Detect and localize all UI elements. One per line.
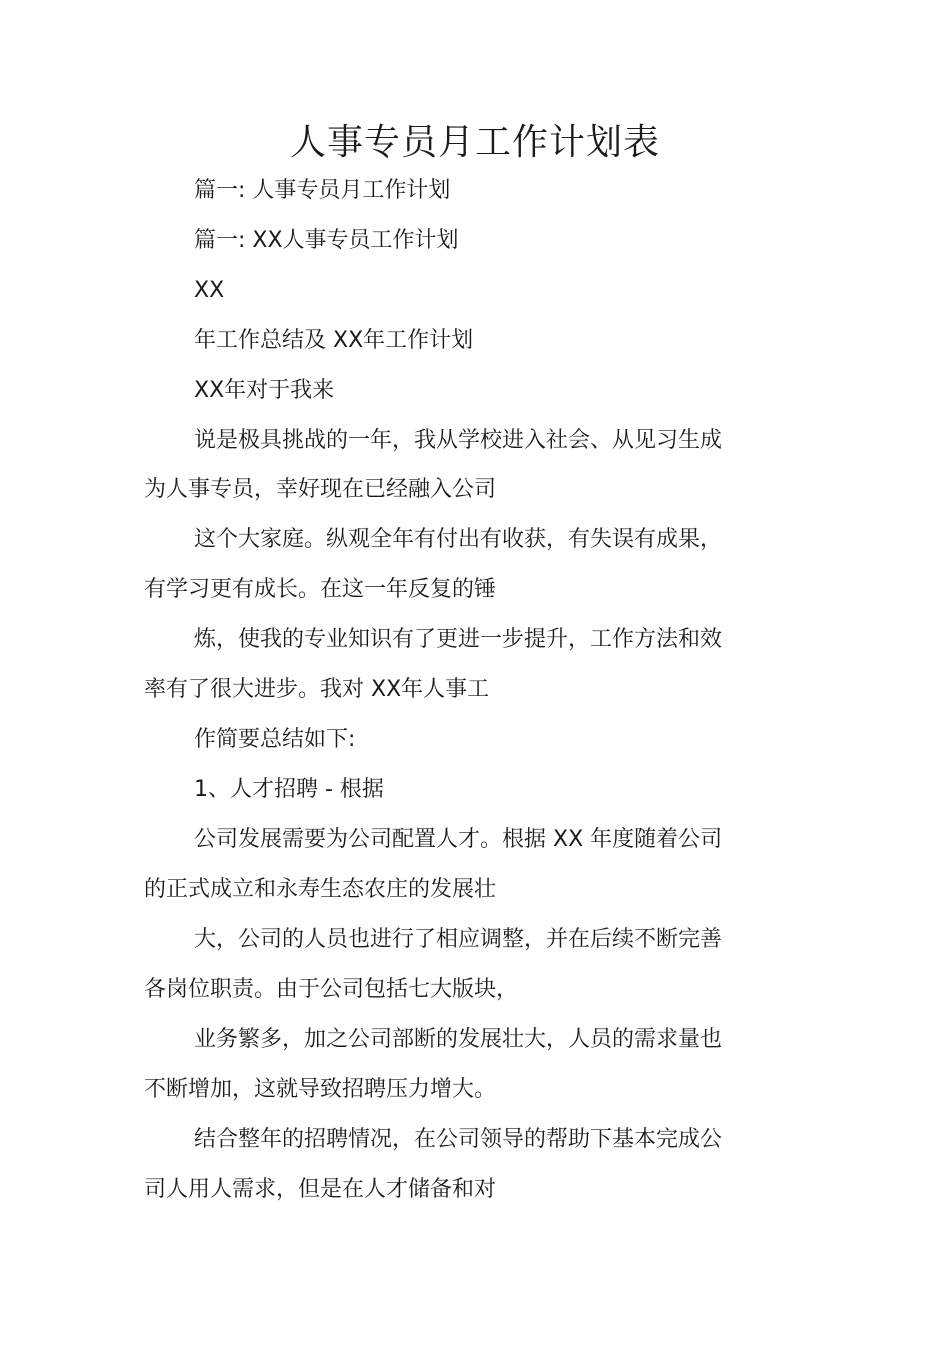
text-line: 有学习更有成长。在这一年反复的锤 <box>144 577 497 602</box>
text-line: 司人用人需求，但是在人才储备和对 <box>144 1177 497 1202</box>
text-line: 业务繁多，加之公司部断的发展壮大，人员的需求量也 <box>194 1027 723 1052</box>
text-line: 这个大家庭。纵观全年有付出有收获，有失误有成果， <box>194 527 723 552</box>
text-line: 篇一: XX人事专员工作计划 <box>194 228 459 253</box>
text-line: 公司发展需要为公司配置人才。根据 XX 年度随着公司 <box>194 827 723 852</box>
text-line: 的正式成立和永寿生态农庄的发展壮 <box>144 877 497 902</box>
text-line: 各岗位职责。由于公司包括七大版块， <box>144 977 519 1002</box>
text-line: 不断增加，这就导致招聘压力增大。 <box>144 1077 497 1102</box>
document-title: 人事专员月工作计划表 <box>289 122 660 163</box>
text-line: 为人事专员，幸好现在已经融入公司 <box>144 477 497 502</box>
text-line: 率有了很大进步。我对 XX年人事工 <box>144 677 490 702</box>
text-line: 作简要总结如下: <box>194 727 356 752</box>
text-line: 结合整年的招聘情况，在公司领导的帮助下基本完成公 <box>194 1127 723 1152</box>
text-line: 说是极具挑战的一年，我从学校进入社会、从见习生成 <box>194 428 723 453</box>
text-line: 1、人才招聘 - 根据 <box>194 777 384 802</box>
text-line: 大，公司的人员也进行了相应调整，并在后续不断完善 <box>194 927 723 952</box>
text-line: 年工作总结及 XX年工作计划 <box>194 328 474 353</box>
text-line: XX <box>194 278 225 303</box>
text-line: XX年对于我来 <box>194 378 335 403</box>
text-line: 炼，使我的专业知识有了更进一步提升，工作方法和效 <box>194 627 723 652</box>
text-line: 篇一: 人事专员月工作计划 <box>194 178 451 203</box>
